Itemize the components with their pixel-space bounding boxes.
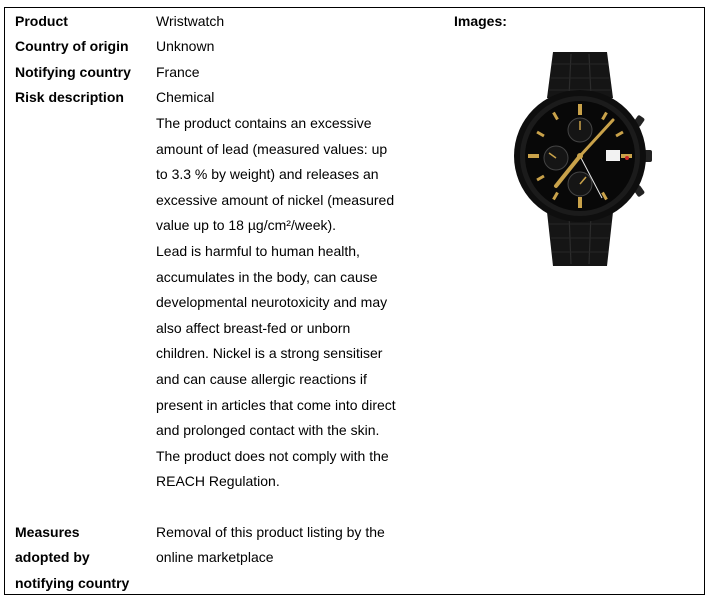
risk-line: The product does not comply with the	[156, 447, 389, 464]
risk-line: and prolonged contact with the skin.	[156, 422, 380, 439]
label-measures-line2: adopted by	[15, 549, 90, 565]
risk-line: Lead is harmful to human health,	[156, 242, 360, 259]
label-measures-line1: Measures	[15, 524, 80, 540]
risk-line: accumulates in the body, can cause	[156, 268, 378, 285]
value-product: Wristwatch	[156, 13, 225, 29]
risk-line: developmental neurotoxicity and may	[156, 294, 388, 311]
risk-line: to 3.3 % by weight) and releases an	[156, 166, 379, 183]
risk-line: present in articles that come into direct	[156, 396, 396, 413]
risk-line: children. Nickel is a strong sensitiser	[156, 345, 383, 362]
label-notifying-country: Notifying country	[15, 64, 131, 80]
label-risk-description: Risk description	[15, 89, 124, 105]
risk-description-text	[156, 111, 416, 495]
risk-line: excessive amount of nickel (measured	[156, 191, 395, 208]
label-measures-line3: notifying country	[15, 575, 130, 591]
wristwatch-image	[505, 46, 655, 270]
risk-line: also affect breast-fed or unborn	[156, 319, 351, 336]
value-measures-line1: Removal of this product listing by the	[156, 524, 385, 540]
label-country-of-origin: Country of origin	[15, 38, 129, 54]
risk-line: The product contains an excessive	[156, 115, 372, 131]
risk-line: REACH Regulation.	[156, 473, 280, 490]
value-notifying-country: France	[156, 64, 200, 80]
value-measures-line2: online marketplace	[156, 549, 274, 565]
risk-line: and can cause allergic reactions if	[156, 370, 367, 387]
images-label: Images:	[454, 13, 507, 29]
label-product: Product	[15, 13, 68, 29]
risk-line: value up to 18 µg/cm²/week).	[156, 217, 337, 234]
value-country-of-origin: Unknown	[156, 38, 215, 54]
risk-line: amount of lead (measured values: up	[156, 140, 388, 157]
value-risk-type: Chemical	[156, 89, 215, 105]
